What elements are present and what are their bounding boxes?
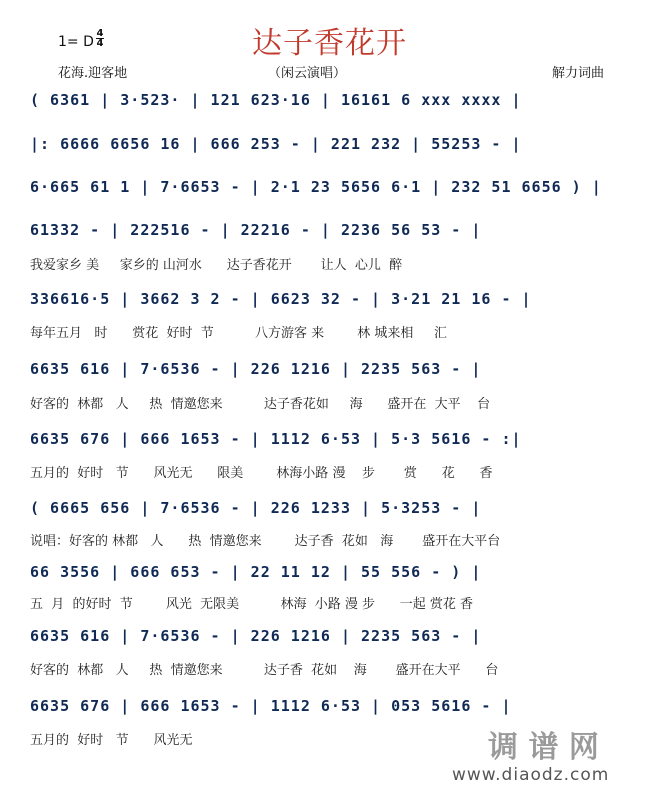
notation-row: 66 3556 | 666 653 - | 22 11 12 | 55 556 - ) | <box>30 563 482 581</box>
song-title: 达子香花开 <box>252 26 407 61</box>
credits-text: 解力词曲 <box>552 66 605 81</box>
notation-row: 6635 676 | 666 1653 - | 1112 6·53 | 5·3 5616 - :| <box>30 430 522 448</box>
time-signature-top: 4 <box>96 28 104 39</box>
notation-row: 61332 - | 222516 - | 22216 - | 2236 56 53 - | <box>30 221 482 239</box>
notation-row: |: 6666 6656 16 | 666 253 - | 221 232 | 55253 - | <box>30 135 522 153</box>
lyrics-row: 五 月 的好时 节 风光 无限美 林海 小路 漫 步 一起 赏花 香 <box>30 597 474 612</box>
time-signature-bottom: 4 <box>96 38 104 49</box>
notation-row: 336616·5 | 3662 3 2 - | 6623 32 - | 3·21 21 16 - | <box>30 290 532 308</box>
watermark-url: www.diaodz.com <box>452 765 610 785</box>
lyrics-row: 好客的 林都 人 热 情邀您来 达子香花如 海 盛开在 大平 台 <box>30 397 491 412</box>
lyrics-row: 我爱家乡 美 家乡的 山河水 达子香花开 让人 心儿 醉 <box>30 258 403 273</box>
key-signature: 1= D <box>58 34 94 50</box>
lyrics-row: 五月的 好时 节 风光无 限美 林海小路 漫 步 赏 花 香 <box>30 466 493 481</box>
lyrics-row: 五月的 好时 节 风光无 <box>30 733 193 748</box>
lyrics-row: 好客的 林都 人 热 情邀您来 达子香 花如 海 盛开在大平 台 <box>30 663 499 678</box>
notation-row: 6635 676 | 666 1653 - | 1112 6·53 | 053 5616 - | <box>30 697 512 715</box>
notation-row: ( 6665 656 | 7·6536 - | 226 1233 | 5·3253 - | <box>30 499 482 517</box>
notation-row: ( 6361 | 3·523· | 121 623·16 | 16161 6 xxx xxxx | <box>30 91 522 109</box>
notation-row: 6635 616 | 7·6536 - | 226 1216 | 2235 563 - | <box>30 360 482 378</box>
lyrics-row: 说唱：好客的 林都 人 热 情邀您来 达子香 花如 海 盛开在大平台 <box>30 534 501 549</box>
performer-text: （闲云演唱） <box>268 66 347 81</box>
notation-row: 6·665 61 1 | 7·6653 - | 2·1 23 5656 6·1 | 232 51 6656 ) | <box>30 178 602 196</box>
watermark-site: 调 谱 网 <box>488 730 599 765</box>
time-signature <box>96 29 104 48</box>
lyrics-row: 每年五月 时 赏花 好时 节 八方游客 来 林 城来相 汇 <box>30 326 448 341</box>
notation-row: 6635 616 | 7·6536 - | 226 1216 | 2235 563 - | <box>30 627 482 645</box>
location-text: 花海.迎客地 <box>58 66 128 81</box>
